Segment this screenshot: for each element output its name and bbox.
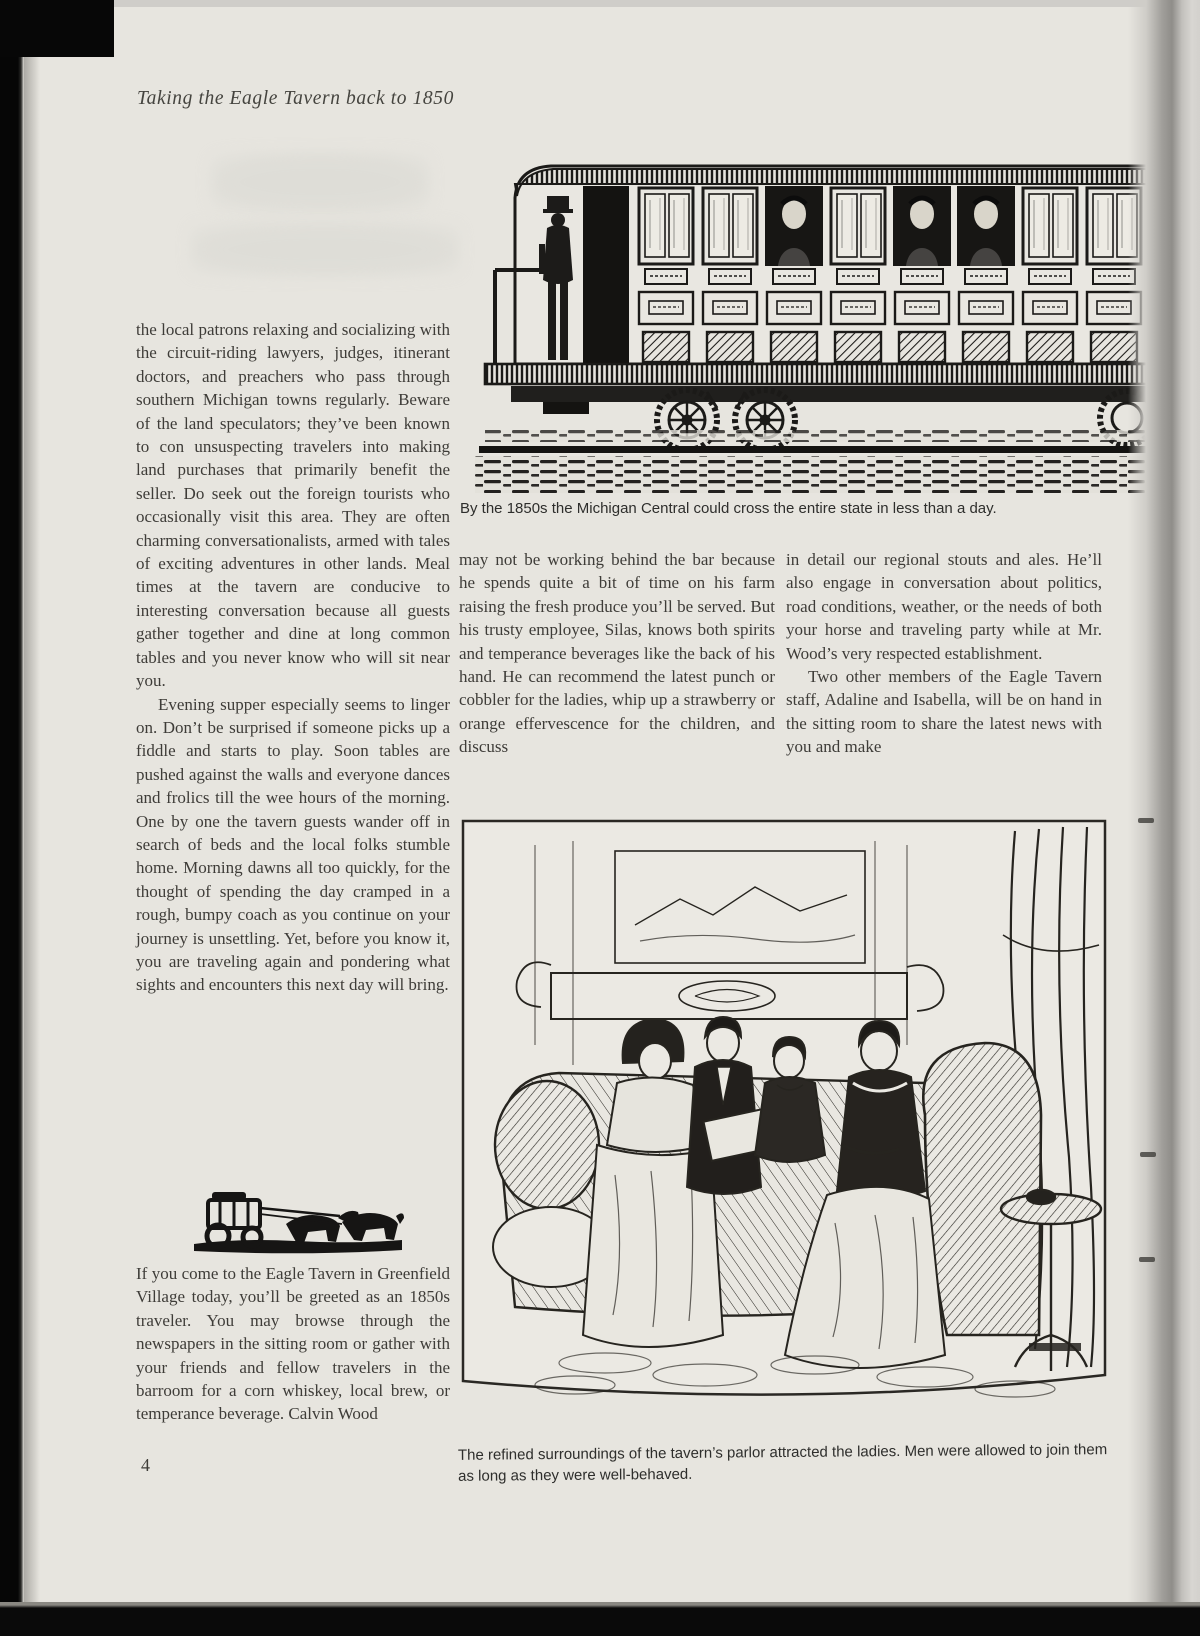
running-header: Taking the Eagle Tavern back to 1850: [137, 88, 454, 109]
stagecoach-vignette-image: [190, 1178, 405, 1256]
scan-corner-top-left: [0, 0, 114, 57]
body-paragraph: If you come to the Eagle Tavern in Greenfield Village today, you’ll be greeted as an 1850s traveler. You may browse through the newspapers in the sitting room or gather with your friends and fellow travelers in the barroom for a corn whiskey, local brew, or temperance beverage. Calvin Wood: [136, 1264, 450, 1424]
body-paragraph: the local patrons relaxing and socializing with the circuit-riding lawyers, judges, itinerant doctors, and preachers who pass through southern Michigan towns regularly. Beware of the land speculators; they’ve been known to con unsuspecting travelers into making land purchases that primarily benefit the seller. Do seek out the foreign tourists who occasionally visit this area. They are often charming conversationalists, armed with tales of exciting adventures in other lands. Meal times at the tavern are conducive to interesting conversation because all guests gather together and dine at long common tables and you never know who will sit near you.: [136, 320, 450, 691]
ghost-showthrough: [190, 222, 460, 277]
right-column: [786, 548, 1102, 759]
ghost-showthrough: [210, 152, 430, 212]
scan-edge-bottom: [0, 1602, 1200, 1636]
parlor-engraving-image: [455, 815, 1113, 1435]
left-column: [136, 318, 450, 997]
train-engraving-image: [455, 148, 1155, 493]
scan-edge-top: [0, 0, 1200, 7]
page-curl-mark: [1138, 818, 1154, 823]
scan-edge-left: [0, 0, 24, 1636]
body-paragraph: Two other members of the Eagle Tavern staff, Adaline and Isabella, will be on hand in the sitting room to share the latest news with you and make: [786, 667, 1102, 757]
middle-column: [459, 548, 775, 759]
train-caption: By the 1850s the Michigan Central could cross the entire state in less than a day.: [460, 500, 997, 517]
page-number: 4: [141, 1455, 150, 1475]
body-paragraph: may not be working behind the bar because he spends quite a bit of time on his farm raising the fresh produce you’ll be served. But his trusty employee, Silas, knows both spirits and temperance beverages like the back of his hand. He can recommend the latest punch or cobbler for the ladies, whip up a strawberry or orange effervescence for the children, and discuss: [459, 550, 775, 757]
page-curl-mark: [1139, 1257, 1155, 1262]
page-curl-mark: [1140, 1152, 1156, 1157]
body-paragraph: Evening supper especially seems to linger on. Don’t be surprised if someone picks up a fiddle and starts to play. Soon tables are pushed against the walls and everyone dances and frolics till the wee hours of the morning. One by one the tavern guests wander off in search of beds and the local folks stumble home. Morning dawns all too quickly, for the thought of spending the day cramped in a rough, bumpy coach as you continue on your journey is unsettling. Yet, before you know it, you are traveling again and pondering what sights and encounters this next day will bring.: [136, 694, 450, 995]
parlor-caption: The refined surroundings of the tavern’s parlor attracted the ladies. Men were allowed to join them as long as they were well-behaved.: [457, 1441, 1108, 1485]
body-paragraph: in detail our regional stouts and ales. He’ll also engage in conversation about politics, road conditions, weather, or the needs of both your horse and traveling party while at Mr. Wood’s very respected establishment.: [786, 550, 1102, 663]
scan-edge-left-shadow: [24, 0, 40, 1636]
left-column-continued: [136, 1262, 450, 1426]
